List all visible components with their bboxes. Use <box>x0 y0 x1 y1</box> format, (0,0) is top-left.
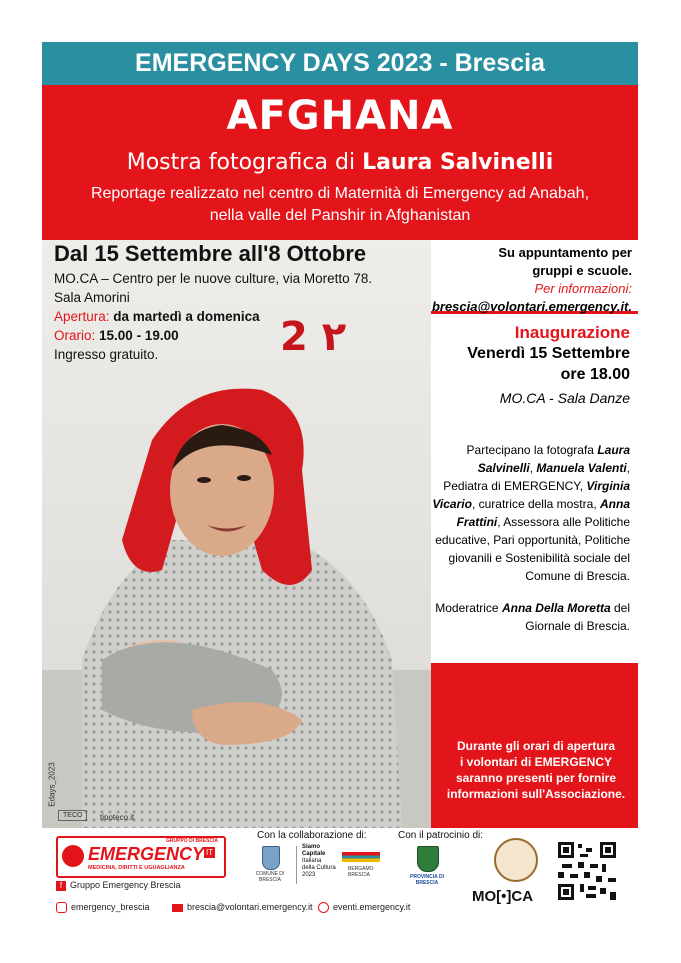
moca-seal-icon <box>494 838 538 882</box>
moca-logo: MO[•]CA <box>472 888 534 905</box>
participant-4: Anna Frattini <box>456 497 630 529</box>
inauguration-time: ore 18.00 <box>560 366 630 383</box>
teco-logo: TECO <box>58 810 87 821</box>
booking-info-label: Per informazioni: <box>534 281 632 296</box>
emergency-cross-icon <box>62 845 84 867</box>
participants-intro: Partecipano la fotografa <box>466 443 594 457</box>
participant-3-role: , curatrice della mostra, <box>471 497 597 511</box>
exhibition-subtitle <box>42 150 638 175</box>
capitale-line-1: Siamo <box>302 844 321 850</box>
booking-email[interactable]: brescia@volontari.emergency.it. <box>431 299 632 314</box>
participants-text: Partecipano la fotografa Laura Salvinelli, Manuela Valenti, Pediatra di EMERGENCY, Virginia Vicario, curatrice della mostra, Anna Frattini, Assessora alle Politiche educative, Pari opportunità, Politiche giovanili e Sostenibilità sociale del Comune di Brescia. <box>432 443 630 583</box>
exhibition-photo <box>42 240 431 828</box>
instagram-label: emergency_brescia <box>71 902 150 912</box>
emergency-logo-it: IT <box>206 848 214 857</box>
venue-address: MO.CA – Centro per le nuove culture, via Moretto 78. <box>54 271 373 286</box>
instagram-row[interactable] <box>56 902 150 913</box>
booking-line-1: Su appuntamento per <box>498 245 632 260</box>
facebook-icon: f <box>56 881 66 891</box>
globe-icon <box>318 902 329 913</box>
volunteers-line-1: Durante gli orari di apertura <box>456 739 616 753</box>
exhibition-description <box>42 183 638 227</box>
inauguration-box <box>431 314 638 663</box>
capitale-line-2: Capitale <box>302 851 326 857</box>
subtitle-prefix: Mostra fotografica di <box>126 150 363 175</box>
qr-code-icon <box>556 840 618 902</box>
facebook-label: Gruppo Emergency Brescia <box>70 880 181 890</box>
hours-label: Orario: <box>54 328 96 343</box>
patrocinio-label: Con il patrocinio di: <box>398 830 484 841</box>
comune-label: COMUNE DI BRESCIA <box>255 871 285 883</box>
event-banner: EMERGENCY DAYS 2023 - Brescia <box>42 42 638 85</box>
qr-code[interactable] <box>556 840 618 902</box>
inauguration-label: Inaugurazione <box>514 323 630 342</box>
participant-3: Virginia Vicario <box>432 479 630 511</box>
instagram-icon <box>56 902 67 913</box>
divider-line <box>296 846 297 884</box>
emergency-logo-small: GRUPPO DI BRESCIA <box>166 838 218 844</box>
capitale-line-5: 2023 <box>302 872 316 878</box>
provincia-crest-icon <box>417 846 439 872</box>
vertical-credit: Edays_2023 <box>47 762 57 807</box>
comune-crest-icon <box>262 846 280 870</box>
capitale-logo <box>302 844 336 879</box>
photographer-name: Laura Salvinelli <box>362 150 554 175</box>
desc-line-2: nella valle del Panshir in Afghanistan <box>209 207 471 224</box>
mail-label: brescia@volontari.emergency.it <box>187 902 313 912</box>
exhibition-dates: Dal 15 Settembre all'8 Ottobre <box>54 241 367 266</box>
desc-line-1: Reportage realizzato nel centro di Maternità di Emergency ad Anabah, <box>90 185 590 202</box>
participant-2: Manuela Valenti <box>536 461 627 475</box>
opening-value: da martedì a domenica <box>113 309 260 324</box>
opening-label: Apertura: <box>54 309 110 324</box>
moderator-text <box>431 599 630 635</box>
venue-room: Sala Amorini <box>54 290 130 305</box>
capitale-line-4: della Cultura <box>302 865 336 871</box>
arabic-numeral: 2 ٢ <box>280 314 347 360</box>
mail-icon <box>172 904 183 912</box>
volunteers-note <box>446 738 626 802</box>
capitale-stripes-icon <box>342 852 380 862</box>
volunteers-line-4: informazioni sull'Associazione. <box>446 787 626 801</box>
emergency-logo-text: EMERGENCY <box>88 844 205 864</box>
participant-1: Laura Salvinelli <box>477 443 630 475</box>
moderator-name: Anna Della Moretta <box>501 601 611 615</box>
entry-note: Ingresso gratuito. <box>54 347 159 362</box>
volunteers-line-3: saranno presenti per fornire <box>455 771 617 785</box>
moderator-tail: del Giornale di Brescia. <box>525 601 630 633</box>
emergency-logo <box>56 836 226 878</box>
facebook-row[interactable] <box>56 880 181 891</box>
booking-box <box>431 240 638 314</box>
footer <box>42 828 638 920</box>
provincia-label: PROVINCIA DI BRESCIA <box>410 874 444 886</box>
participant-2-role: Pediatra di EMERGENCY, <box>443 479 584 493</box>
exhibition-title: AFGHANA <box>226 93 454 139</box>
participant-4-role: , Assessora alle Politiche educative, Pari opportunità, Politiche giovanili e Sostenibilità sociale del Comune di Brescia. <box>435 515 630 583</box>
web-row[interactable] <box>318 902 410 913</box>
collaboration-label: Con la collaborazione di: <box>257 830 367 841</box>
volunteers-line-2: i volontari di EMERGENCY <box>459 755 612 769</box>
teco-site: tipoteco.it <box>100 813 135 822</box>
hours-value: 15.00 - 19.00 <box>99 328 179 343</box>
booking-line-2: gruppi e scuole. <box>532 263 632 278</box>
mail-row[interactable] <box>172 902 313 912</box>
moderator-label: Moderatrice <box>435 601 499 615</box>
bergamo-label: BERGAMO BRESCIA <box>348 866 374 878</box>
capitale-line-3: Italiana <box>302 858 322 864</box>
inauguration-date: Venerdì 15 Settembre <box>467 345 630 362</box>
inauguration-place: MO.CA - Sala Danze <box>499 390 630 406</box>
web-label: eventi.emergency.it <box>333 902 411 912</box>
emergency-tagline: MEDICINA, DIRITTI E UGUAGLIANZA <box>88 865 185 871</box>
